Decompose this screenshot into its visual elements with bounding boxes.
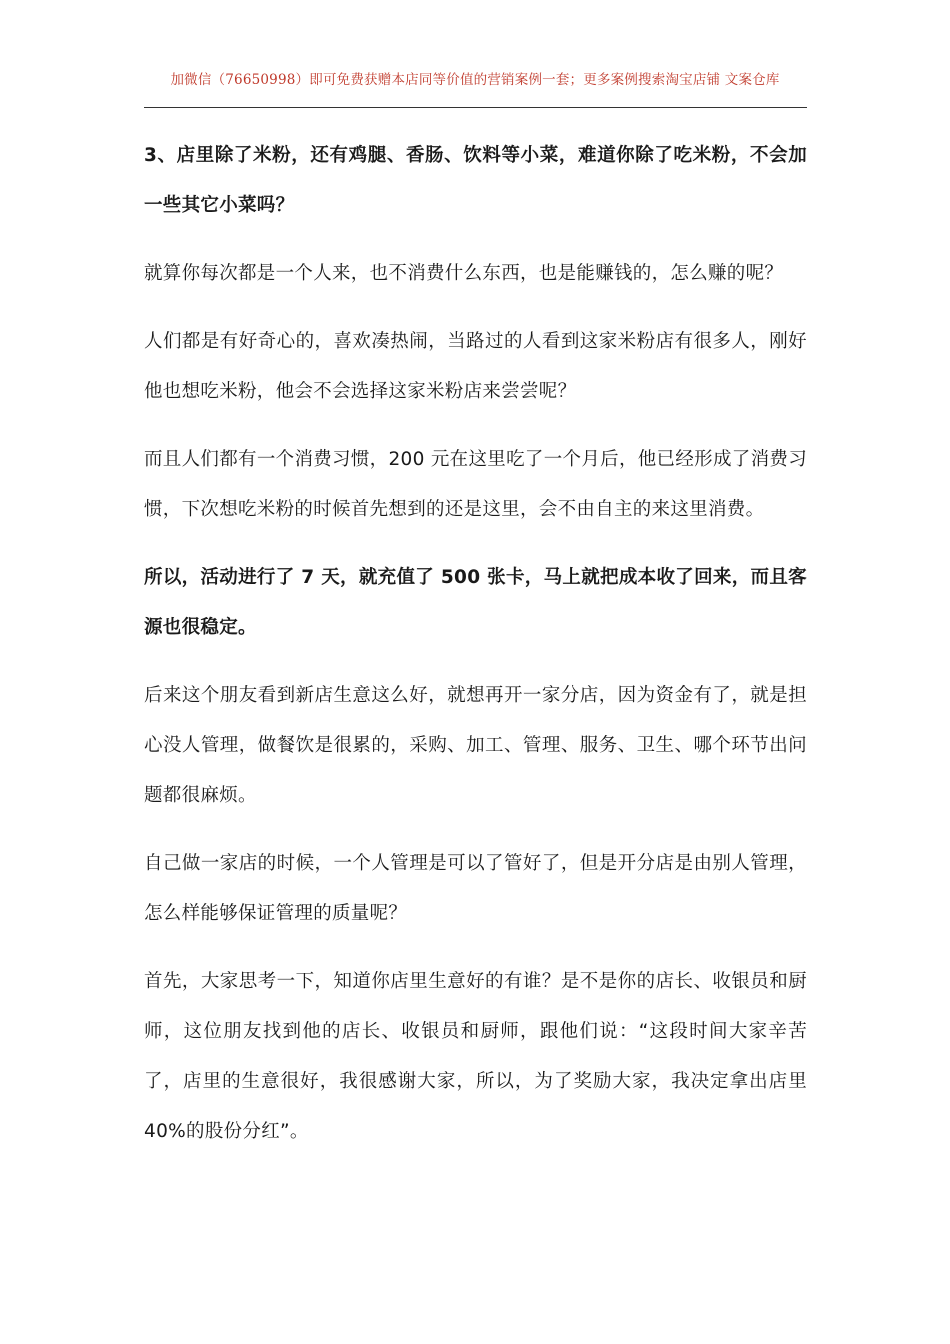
paragraph-8: 首先，大家思考一下，知道你店里生意好的有谁？是不是你的店长、收银员和厨师，这位朋友找到他的店长、收银员和厨师，跟他们说：“这段时间大家辛苦了，店里的生意很好，我很感谢大家，所以，为了奖励大家，我决定拿出店里 40%的股份分红”。 — [144, 971, 807, 1142]
document-body — [144, 131, 807, 1175]
paragraph-6: 后来这个朋友看到新店生意这么好，就想再开一家分店，因为资金有了，就是担心没人管理，做餐饮是很累的，采购、加工、管理、服务、卫生、哪个环节出问题都很麻烦。 — [144, 685, 807, 806]
paragraph-5: 所以，活动进行了 7 天，就充值了 500 张卡，马上就把成本收了回来，而且客源也很稳定。 — [144, 567, 807, 638]
header-divider — [144, 107, 807, 108]
promo-header: 加微信（76650998）即可免费获赠本店同等价值的营销案例一套；更多案例搜索淘宝店铺 文案仓库 — [170, 72, 780, 88]
paragraph-2: 就算你每次都是一个人来，也不消费什么东西，也是能赚钱的，怎么赚的呢？ — [144, 263, 784, 284]
paragraph-4: 而且人们都有一个消费习惯，200 元在这里吃了一个月后，他已经形成了消费习惯，下次想吃米粉的时候首先想到的还是这里，会不由自主的来这里消费。 — [144, 449, 807, 520]
paragraph-1: 3、店里除了米粉，还有鸡腿、香肠、饮料等小菜，难道你除了吃米粉，不会加一些其它小菜吗？ — [144, 145, 807, 216]
paragraph-3: 人们都是有好奇心的，喜欢凑热闹，当路过的人看到这家米粉店有很多人，刚好他也想吃米粉，他会不会选择这家米粉店来尝尝呢？ — [144, 331, 807, 402]
paragraph-7: 自己做一家店的时候，一个人管理是可以了管好了，但是开分店是由别人管理，怎么样能够保证管理的质量呢？ — [144, 853, 807, 924]
